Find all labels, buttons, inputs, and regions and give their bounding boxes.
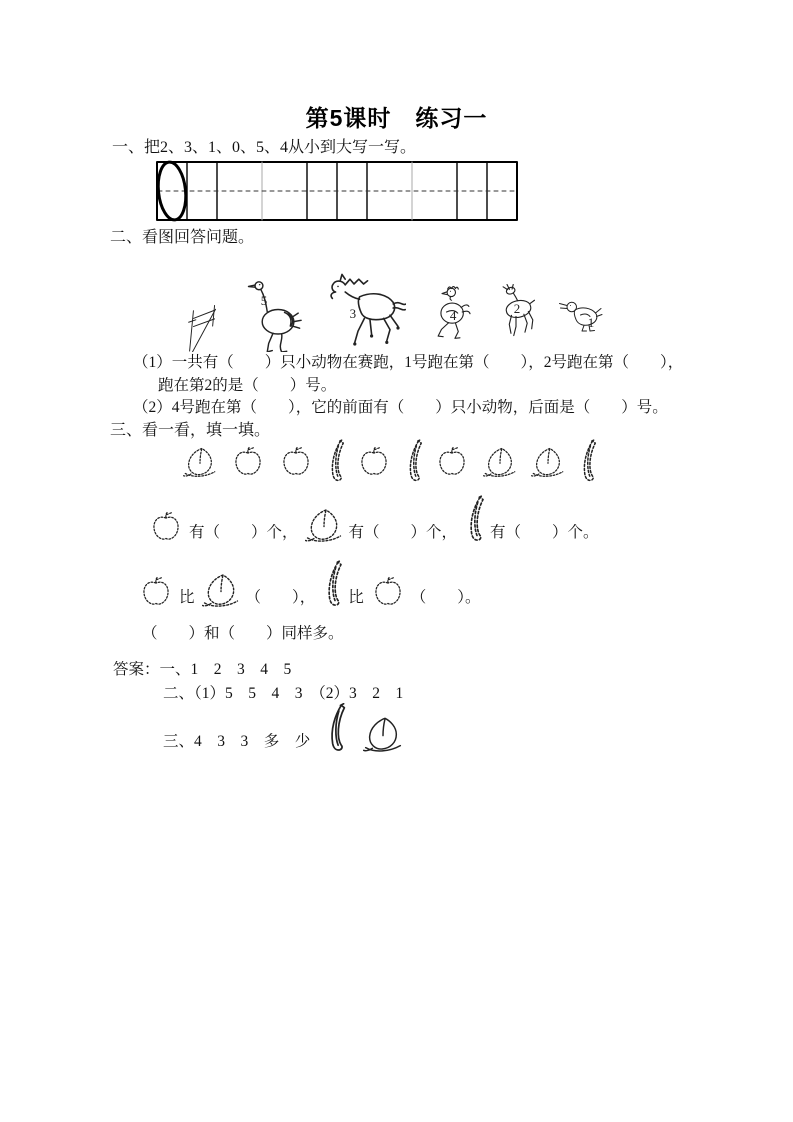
q3-count-line bbox=[146, 497, 601, 543]
page-title: 第5课时 练习一 bbox=[305, 105, 488, 131]
fruit-row bbox=[180, 438, 598, 484]
blank-text: 比 bbox=[179, 588, 195, 606]
apple-icon bbox=[432, 444, 472, 478]
apple-icon bbox=[146, 509, 186, 543]
banana-icon bbox=[402, 439, 424, 483]
peach-icon bbox=[360, 713, 406, 753]
answers-line-1: 答案：一、1 2 3 4 5 bbox=[113, 661, 292, 678]
answers-line-3 bbox=[163, 703, 406, 753]
apple-icon bbox=[228, 444, 268, 478]
writing-grid bbox=[156, 160, 518, 222]
peach-icon bbox=[199, 570, 243, 608]
q2-sub2: （2）4号跑在第（ ），它的前面有（ ）只小动物，后面是（ ）号。 bbox=[133, 399, 668, 416]
apple-icon bbox=[136, 574, 176, 608]
blank-text: （ ）， bbox=[245, 588, 316, 606]
racer-number: 3 bbox=[349, 306, 357, 322]
blank-text: 有（ ）个， bbox=[348, 523, 458, 541]
banana-icon bbox=[461, 495, 487, 543]
q2-sub1-line2: 跑在第2的是（ ）号。 bbox=[158, 377, 337, 394]
race-scene bbox=[180, 256, 613, 352]
q3-equal-line: （ ）和（ ）同样多。 bbox=[142, 625, 344, 642]
duck-icon bbox=[553, 288, 613, 338]
apple-icon bbox=[354, 444, 394, 478]
racer-number: 5 bbox=[260, 293, 268, 309]
blank-text: （ ）。 bbox=[410, 588, 481, 606]
answers-line-3-text: 三、4 3 3 多 少 bbox=[163, 733, 311, 750]
banana-icon bbox=[324, 439, 346, 483]
q3-compare-line bbox=[136, 562, 483, 608]
racer-number: 1 bbox=[587, 314, 595, 330]
racer-number: 2 bbox=[513, 300, 521, 316]
peach-icon bbox=[302, 505, 346, 543]
blank-text: 有（ ）个。 bbox=[490, 523, 599, 541]
goose-icon bbox=[423, 278, 479, 340]
apple-icon bbox=[368, 574, 408, 608]
deer-icon bbox=[488, 276, 544, 340]
peach-icon bbox=[528, 444, 568, 478]
blank-text: 比 bbox=[348, 588, 364, 606]
ostrich-icon bbox=[237, 262, 309, 352]
finish-flag-icon bbox=[180, 262, 228, 352]
peach-icon bbox=[180, 444, 220, 478]
apple-icon bbox=[276, 444, 316, 478]
q2-heading: 二、看图回答问题。 bbox=[110, 229, 255, 246]
blank-text: 有（ ）个， bbox=[189, 523, 298, 541]
q2-sub1-line1: （1）一共有（ ）只小动物在赛跑，1号跑在第（ ），2号跑在第（ ）， bbox=[133, 354, 684, 371]
horse-icon bbox=[318, 272, 414, 352]
banana-icon bbox=[576, 439, 598, 483]
q3-heading: 三、看一看，填一填。 bbox=[110, 422, 271, 439]
q1-heading: 一、把2、3、1、0、5、4从小到大写一写。 bbox=[112, 139, 417, 156]
peach-icon bbox=[480, 444, 520, 478]
answers-line-2: 二、（1）5 5 4 3 （2）3 2 1 bbox=[163, 685, 404, 702]
banana-icon bbox=[319, 560, 345, 608]
banana-icon bbox=[322, 703, 348, 753]
racer-number: 4 bbox=[449, 308, 457, 323]
